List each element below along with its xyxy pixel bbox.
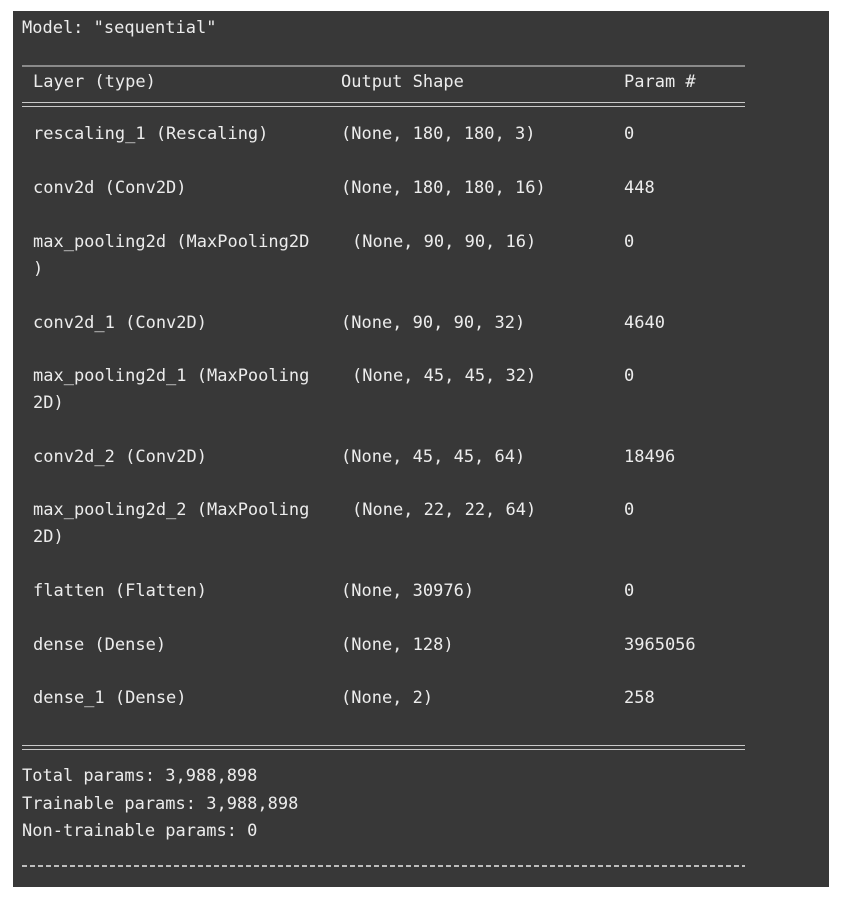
model-summary-output [13, 11, 829, 887]
total-params: Total params: 3,988,898 [22, 766, 258, 786]
layer-name: max_pooling2d_1 (MaxPooling 2D) [33, 366, 310, 413]
layer-param-count: 3965056 [624, 635, 696, 655]
layer-param-count: 0 [624, 581, 635, 601]
layer-param-count: 0 [624, 124, 635, 144]
layer-output-shape: (None, 22, 22, 64) [352, 500, 537, 520]
layer-name: max_pooling2d_2 (MaxPooling 2D) [33, 500, 310, 547]
layer-row [13, 632, 829, 682]
model-title: Model: "sequential" [22, 18, 217, 38]
non-trainable-params: Non-trainable params: 0 [22, 821, 258, 841]
layer-output-shape: (None, 45, 45, 32) [352, 366, 537, 386]
layer-param-count: 448 [624, 178, 655, 198]
layer-name: dense_1 (Dense) [33, 688, 187, 708]
layer-param-count: 0 [624, 500, 635, 520]
layer-row [13, 121, 829, 171]
column-header-layer: Layer (type) [33, 72, 156, 92]
layer-name: dense (Dense) [33, 635, 167, 655]
layer-row [13, 444, 829, 494]
layer-row [13, 578, 829, 628]
layer-output-shape: (None, 180, 180, 16) [341, 178, 546, 198]
layer-param-count: 4640 [624, 313, 665, 333]
layer-output-shape: (None, 180, 180, 3) [341, 124, 536, 144]
trainable-params: Trainable params: 3,988,898 [22, 794, 299, 814]
layer-name: rescaling_1 (Rescaling) [33, 124, 269, 144]
layer-name: conv2d (Conv2D) [33, 178, 187, 198]
layer-output-shape: (None, 128) [341, 635, 454, 655]
layer-row [13, 685, 829, 735]
column-header-output-shape: Output Shape [341, 72, 464, 92]
layer-output-shape: (None, 45, 45, 64) [341, 447, 526, 467]
layer-row [13, 310, 829, 360]
layer-name: conv2d_1 (Conv2D) [33, 313, 207, 333]
header-top-rule [22, 65, 745, 67]
layer-name: max_pooling2d (MaxPooling2D ) [33, 232, 310, 279]
layer-output-shape: (None, 90, 90, 16) [352, 232, 537, 252]
summary-double-rule [22, 745, 745, 750]
header-double-rule [22, 102, 745, 107]
layer-param-count: 18496 [624, 447, 676, 467]
layer-param-count: 0 [624, 366, 635, 386]
footer-rule [22, 865, 745, 867]
layer-row [13, 229, 829, 279]
layer-output-shape: (None, 2) [341, 688, 434, 708]
layer-param-count: 258 [624, 688, 655, 708]
layer-output-shape: (None, 90, 90, 32) [341, 313, 526, 333]
layer-name: conv2d_2 (Conv2D) [33, 447, 207, 467]
layer-row [13, 175, 829, 225]
layer-param-count: 0 [624, 232, 635, 252]
layer-output-shape: (None, 30976) [341, 581, 475, 601]
layer-row [13, 363, 829, 413]
layer-row [13, 497, 829, 547]
column-header-params: Param # [624, 72, 696, 92]
layer-name: flatten (Flatten) [33, 581, 207, 601]
